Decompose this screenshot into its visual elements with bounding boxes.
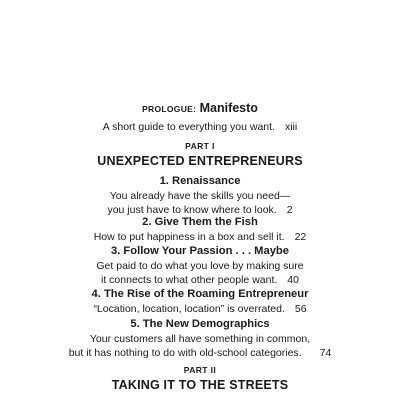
chapter-description-line: You already have the skills you need— [109, 190, 291, 202]
chapter-description-line: Get paid to do what you love by making sure [96, 260, 304, 272]
chapter-entry-1 [0, 174, 400, 217]
chapter-title: 1. Renaissance [159, 175, 241, 187]
chapter-description-line: How to put happiness in a box and sell it. [93, 231, 285, 243]
part-two-label: PART II [183, 365, 217, 375]
chapter-page-number: 22 [294, 231, 307, 243]
chapter-page-number: 74 [319, 347, 332, 359]
part-two-title: TAKING IT TO THE STREETS [111, 378, 289, 392]
chapter-description-line: “Location, location, location” is overrated. [93, 303, 285, 315]
part-one-title: UNEXPECTED ENTREPRENEURS [97, 154, 303, 168]
part-one-label: PART I [185, 141, 215, 151]
prologue-description: A short guide to everything you want. [102, 121, 275, 133]
chapter-entry-5 [0, 317, 400, 360]
chapter-entry-2 [0, 215, 400, 244]
chapter-entry-4 [0, 287, 400, 316]
chapter-title: 4. The Rise of the Roaming Entrepreneur [91, 288, 309, 300]
chapter-description-line: but it has nothing to do with old-school categories. [68, 347, 302, 359]
prologue-lead: PROLOGUE: [142, 104, 197, 114]
chapter-entry-3 [0, 244, 400, 287]
chapter-page-number: 40 [287, 274, 299, 286]
chapter-title: 3. Follow Your Passion . . . Maybe [110, 245, 289, 257]
prologue-title: Manifesto [199, 101, 258, 115]
chapter-title: 5. The New Demographics [130, 318, 270, 330]
prologue-page-number: xiii [284, 121, 298, 133]
chapter-description-line: it connects to what other people want. [101, 274, 278, 286]
part-one-heading [0, 141, 400, 168]
prologue-entry [0, 101, 400, 134]
chapter-page-number: 56 [294, 303, 307, 315]
chapter-description-line: you just have to know where to look. [107, 204, 277, 216]
part-two-heading [0, 365, 400, 392]
chapter-page-number: 2 [286, 204, 293, 216]
chapter-title: 2. Give Them the Fish [142, 216, 258, 228]
chapter-description-line: Your customers all have something in common, [89, 333, 311, 345]
